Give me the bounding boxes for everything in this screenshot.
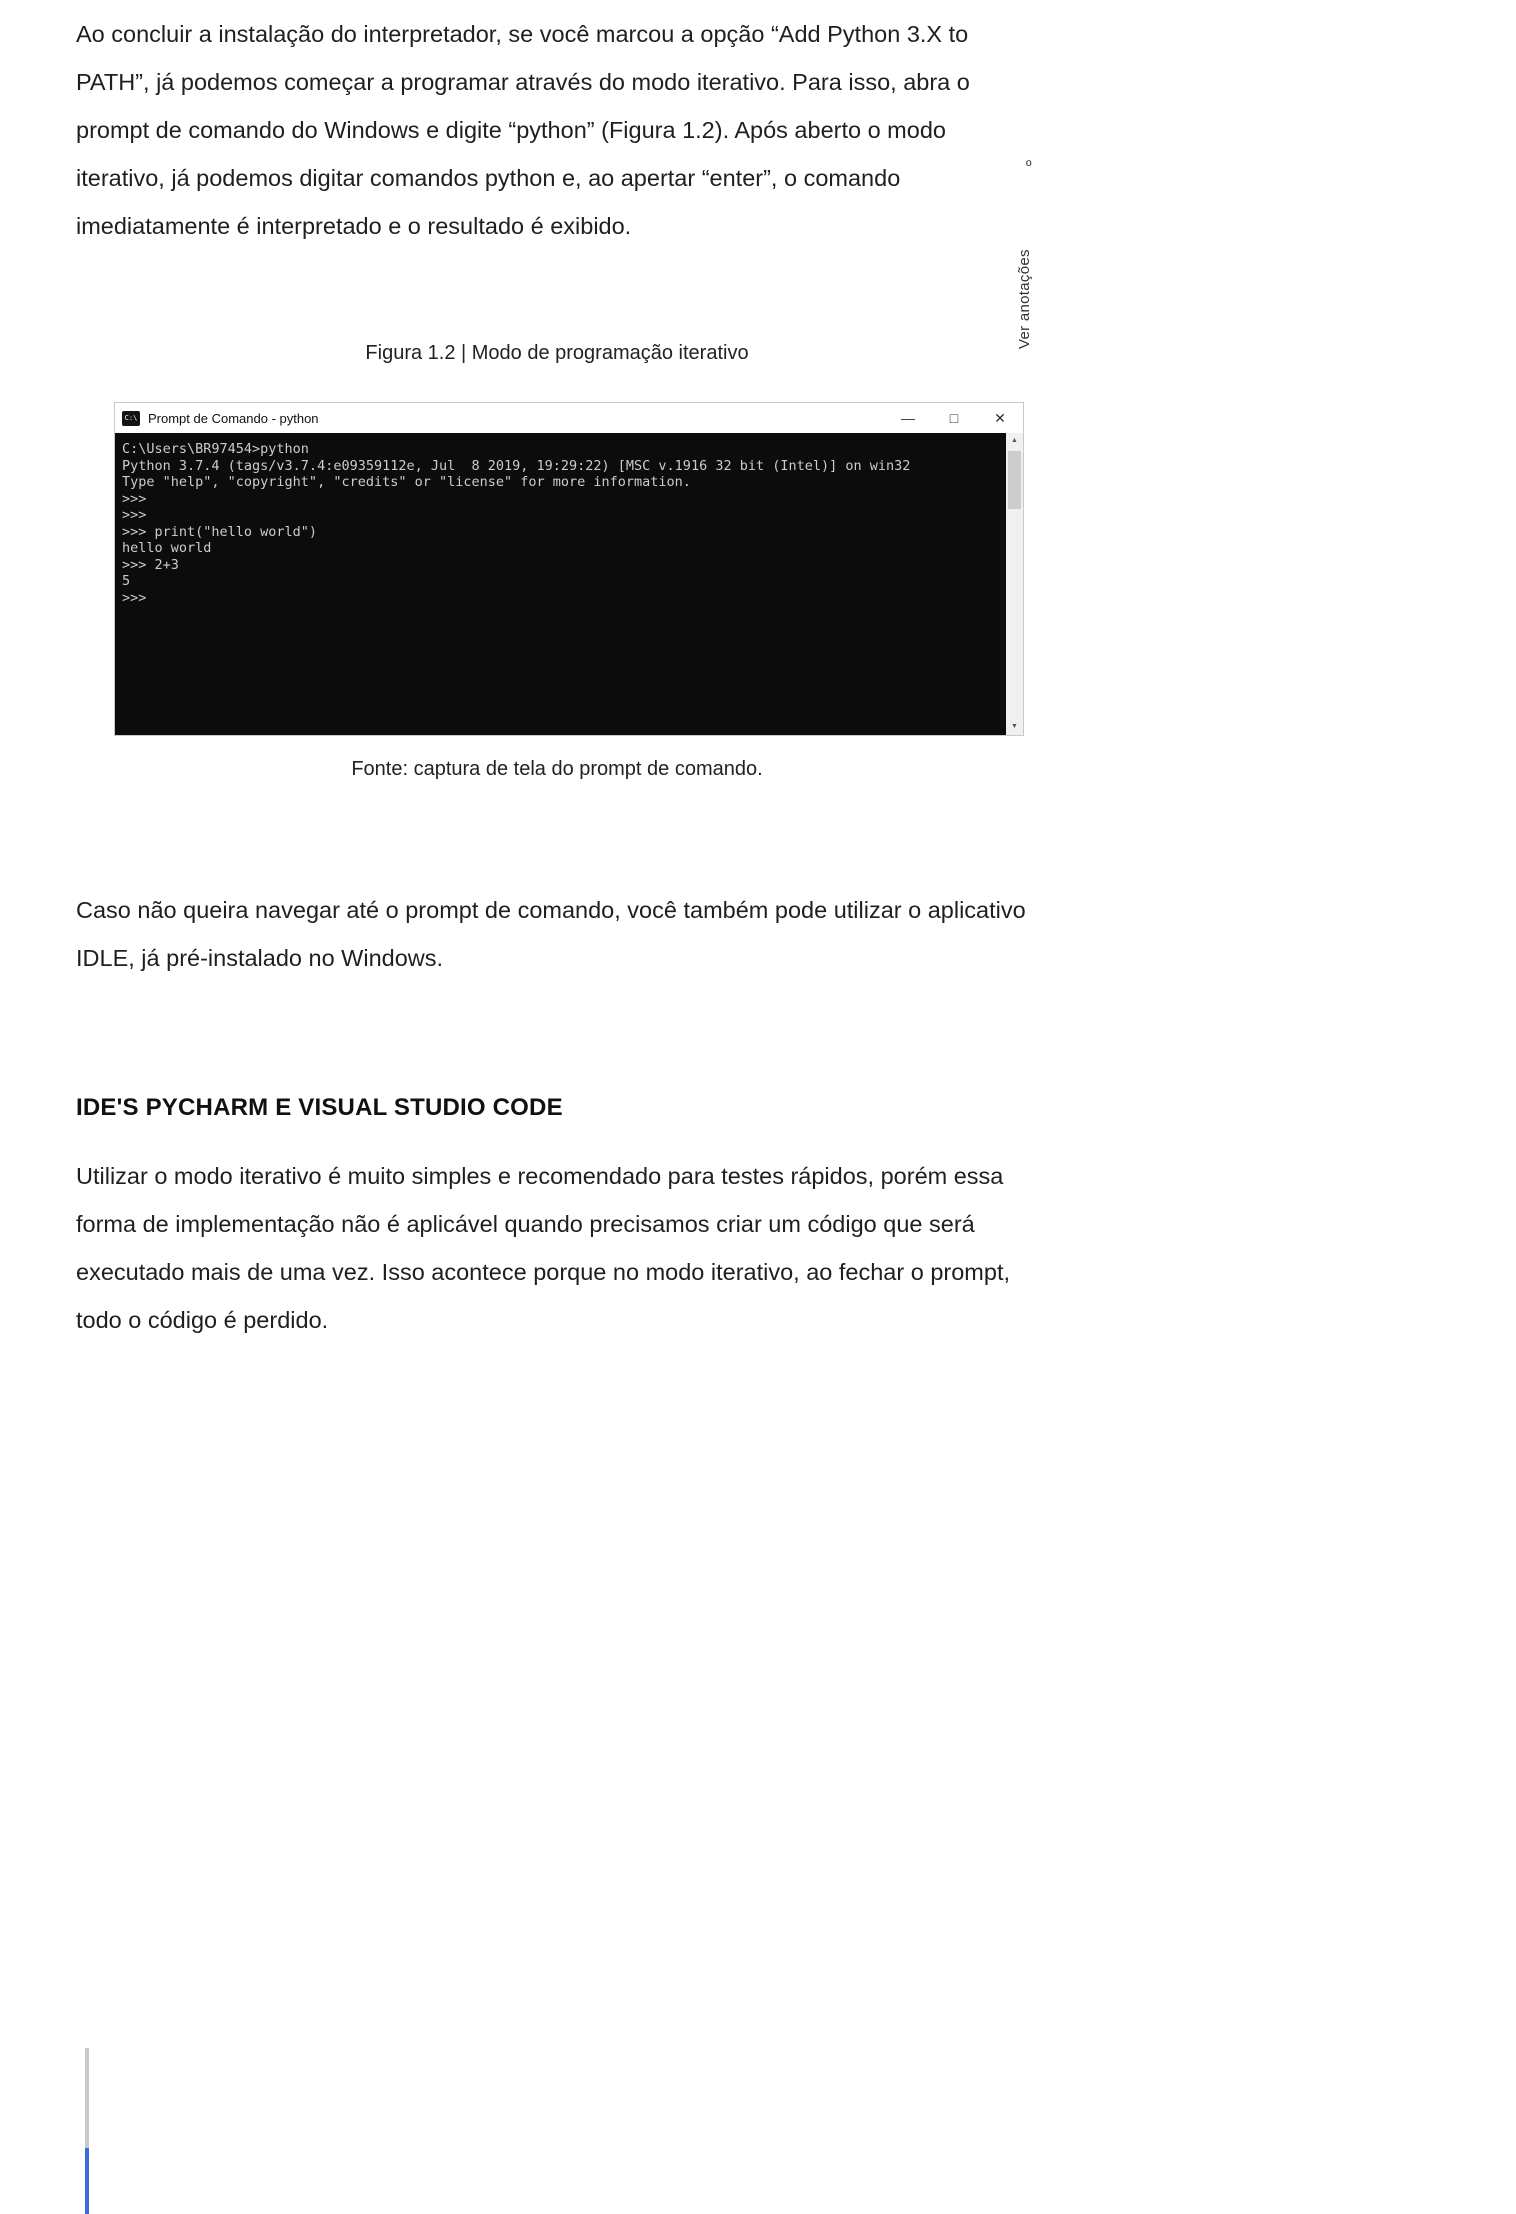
terminal-line: Type "help", "copyright", "credits" or "license" for more information. bbox=[122, 474, 691, 490]
command-prompt-icon: C:\ bbox=[122, 411, 140, 426]
degree-mark: º bbox=[1026, 158, 1032, 175]
terminal-line: >>> bbox=[122, 507, 147, 523]
terminal-lines bbox=[122, 441, 997, 606]
page-scroll-indicator[interactable] bbox=[85, 2048, 89, 2214]
terminal-output bbox=[115, 433, 1023, 735]
scroll-up-icon[interactable]: ▲ bbox=[1011, 437, 1018, 444]
terminal-line: >>> bbox=[122, 490, 147, 507]
minimize-button[interactable]: — bbox=[901, 410, 915, 426]
window-title: Prompt de Comando - python bbox=[148, 410, 319, 426]
scrollbar-thumb[interactable] bbox=[1008, 451, 1021, 509]
paragraph-ides: Utilizar o modo iterativo é muito simples e recomendado para testes rápidos, porém essa forma de implementação não é aplicável quando precisamos criar um código que será executado mais de uma vez. Isso acontece porque no modo iterativo, ao fechar o prompt, todo o código é perdido. bbox=[76, 1163, 1010, 1333]
terminal-line: >>> bbox=[122, 589, 147, 606]
terminal-scrollbar[interactable] bbox=[1006, 433, 1023, 735]
terminal-line: hello world bbox=[122, 540, 212, 556]
section-heading: IDE'S PYCHARM E VISUAL STUDIO CODE bbox=[76, 1094, 563, 1121]
window-title-bar bbox=[115, 403, 1023, 433]
maximize-button[interactable]: □ bbox=[949, 410, 959, 426]
terminal-line: C:\Users\BR97454>python bbox=[122, 441, 309, 457]
scroll-down-icon[interactable]: ▼ bbox=[1011, 723, 1018, 730]
terminal-line: 5 bbox=[122, 573, 131, 589]
scroll-track bbox=[85, 2048, 89, 2148]
view-annotations-link[interactable]: Ver anotações bbox=[1016, 249, 1033, 349]
paragraph-idle: Caso não queira navegar até o prompt de comando, você também pode utilizar o aplicativo IDLE, já pré-instalado no Windows. bbox=[76, 897, 1026, 971]
window-controls bbox=[885, 403, 1023, 433]
terminal-line: >>> 2+3 bbox=[122, 556, 179, 573]
command-prompt-window bbox=[114, 402, 1024, 736]
terminal-line: Python 3.7.4 (tags/v3.7.4:e09359112e, Jul 8 2019, 19:29:22) [MSC v.1916 32 bit (Intel)] on win32 bbox=[122, 457, 911, 474]
close-button[interactable]: ✕ bbox=[994, 410, 1006, 426]
terminal-line: >>> print("hello world") bbox=[122, 523, 318, 540]
figure-source-caption: Fonte: captura de tela do prompt de comando. bbox=[351, 758, 763, 780]
figure-caption: Figura 1.2 | Modo de programação iterativo bbox=[365, 342, 749, 364]
scroll-progress bbox=[85, 2148, 89, 2214]
paragraph-intro: Ao concluir a instalação do interpretador, se você marcou a opção “Add Python 3.X to PATH”, já podemos começar a programar através do modo iterativo. Para isso, abra o prompt de comando do Windows e digite “python” (Figura 1.2). Após aberto o modo iterativo, já podemos digitar comandos python e, ao apertar “enter”, o comando imediatamente é interpretado e o resultado é exibido. bbox=[76, 21, 970, 239]
